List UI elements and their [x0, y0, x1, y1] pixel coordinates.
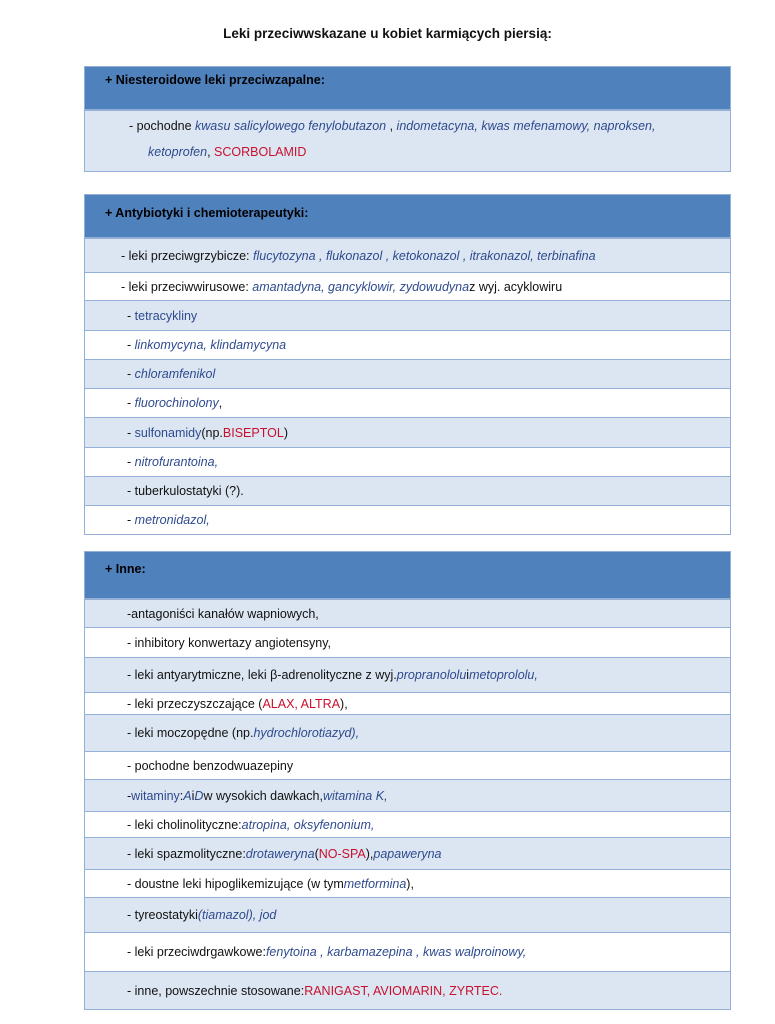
table-row [85, 657, 730, 692]
drug-name: witamina K, [322, 788, 388, 803]
text-run: - leki spazmolityczne: [127, 846, 246, 861]
drug-name: papaweryna [373, 846, 442, 861]
table-row [85, 599, 730, 627]
text-run: - doustne leki hipoglikemizujące (w tym [127, 876, 344, 891]
table-row [85, 627, 730, 657]
text-run: , [207, 145, 215, 159]
drug-name: indometacyna, kwas mefenamowy, naproksen, [396, 119, 656, 133]
table-row [85, 300, 730, 330]
drug-name: metoprololu, [469, 668, 538, 682]
drug-name: fenytoina , karbamazepina , kwas walproinowy, [265, 945, 527, 959]
table-row [85, 476, 730, 505]
drug-name: metronidazol, [134, 513, 210, 527]
text-run: - [127, 396, 132, 410]
table-row [85, 330, 730, 359]
text-run: i [191, 788, 195, 803]
table-row [85, 505, 730, 534]
table-row [85, 897, 730, 932]
text-run: - inhibitory konwertazy angiotensyny, [127, 635, 332, 650]
page-title: Leki przeciwwskazane u kobiet karmiących piersią: [223, 26, 552, 41]
table-row [85, 869, 730, 897]
table-other [84, 551, 731, 1010]
drug-name: amantadyna, gancyklowir, zydowudyna [252, 279, 470, 294]
text-run: -antagoniści kanałów wapniowych, [127, 606, 319, 621]
text-run: ) [283, 425, 288, 440]
drug-name: witaminy [131, 788, 180, 803]
brand-name: SCORBOLAMID [214, 145, 307, 159]
text-run: ( [314, 846, 319, 861]
table-row [85, 417, 730, 447]
drug-name: ketoprofen [148, 145, 208, 159]
text-run: z wyj. acyklowiru [469, 279, 563, 294]
text-run: - [127, 367, 132, 381]
text-run: - [127, 455, 132, 469]
text-run: - [127, 513, 132, 527]
section-header: + Antybiotyki i chemioterapeutyki: [85, 195, 730, 238]
table-row [85, 932, 730, 971]
drug-name: nitrofurantoina, [134, 455, 219, 469]
table-row [85, 359, 730, 388]
table-row [85, 272, 730, 300]
section-header: + Inne: [85, 552, 730, 599]
text-run: ), [365, 846, 374, 861]
text-run: - leki przeciwwirusowe: [121, 279, 249, 294]
drug-name: hydrochlorotiazyd), [253, 726, 360, 740]
table-row [85, 447, 730, 476]
text-run: - pochodne [129, 119, 196, 133]
text-run: w wysokich dawkach, [203, 788, 323, 803]
text-run: , [218, 396, 223, 410]
drug-name: linkomycyna, klindamycyna [134, 338, 287, 352]
text-run: - [127, 308, 132, 323]
text-run: - leki przeciwgrzybicze: [121, 248, 250, 263]
text-run: ), [406, 876, 414, 891]
brand-name: BISEPTOL [222, 425, 284, 440]
table-row [85, 388, 730, 417]
table-row [85, 837, 730, 869]
text-run: ), [340, 696, 348, 711]
text-run: - tuberkulostatyki (?). [127, 484, 244, 498]
brand-name: NO-SPA [318, 846, 366, 861]
text-run: - leki moczopędne (np. [127, 726, 254, 740]
table-antibiotics [84, 194, 731, 535]
drug-name: sulfonamidy [134, 425, 202, 440]
drug-name: D [194, 788, 204, 803]
drug-name: metformina [343, 876, 407, 891]
table-row [85, 714, 730, 751]
text-run: - leki antyarytmiczne, leki β-adrenolityczne z wyj. [127, 668, 397, 682]
table-nsaid [84, 66, 731, 172]
text-run: i [466, 668, 470, 682]
text-run: (np. [201, 425, 223, 440]
drug-name: flucytozyna , flukonazol , ketokonazol , itrakonazol, terbinafina [253, 248, 596, 263]
text-run: : [179, 788, 184, 803]
drug-name: tetracykliny [134, 308, 198, 323]
drug-name: A [183, 788, 192, 803]
brand-name: ALAX, ALTRA [262, 696, 341, 711]
text-run: - leki przeciwdrgawkowe: [127, 945, 266, 959]
table-row [85, 779, 730, 811]
drug-name: propranololu [396, 668, 467, 682]
text-run: , [386, 119, 397, 133]
text-run: - [127, 425, 132, 440]
drug-name: atropina, oksyfenonium, [241, 817, 375, 832]
table-row [85, 238, 730, 272]
table-row [85, 692, 730, 714]
text-run: - [127, 338, 132, 352]
section-header: + Niesteroidowe leki przeciwzapalne: [85, 67, 730, 110]
table-row [85, 751, 730, 779]
brand-name: RANIGAST, AVIOMARIN, ZYRTEC. [304, 983, 503, 998]
text-run: - pochodne benzodwuazepiny [127, 758, 294, 773]
drug-name: drotaweryna [245, 846, 315, 861]
text-run: - [127, 788, 132, 803]
drug-name: fluorochinolony [134, 396, 219, 410]
table-row [85, 811, 730, 837]
text-run: - leki cholinolityczne: [127, 817, 242, 832]
text-run: - tyreostatyki [127, 908, 198, 922]
text-run: - inne, powszechnie stosowane: [127, 983, 305, 998]
table-row [85, 110, 730, 171]
text-run: - leki przeczyszczające ( [127, 696, 263, 711]
drug-name: chloramfenikol [134, 367, 216, 381]
table-row [85, 971, 730, 1009]
drug-name: kwasu salicylowego fenylobutazon [195, 119, 387, 133]
drug-name: (tiamazol), jod [197, 908, 277, 922]
